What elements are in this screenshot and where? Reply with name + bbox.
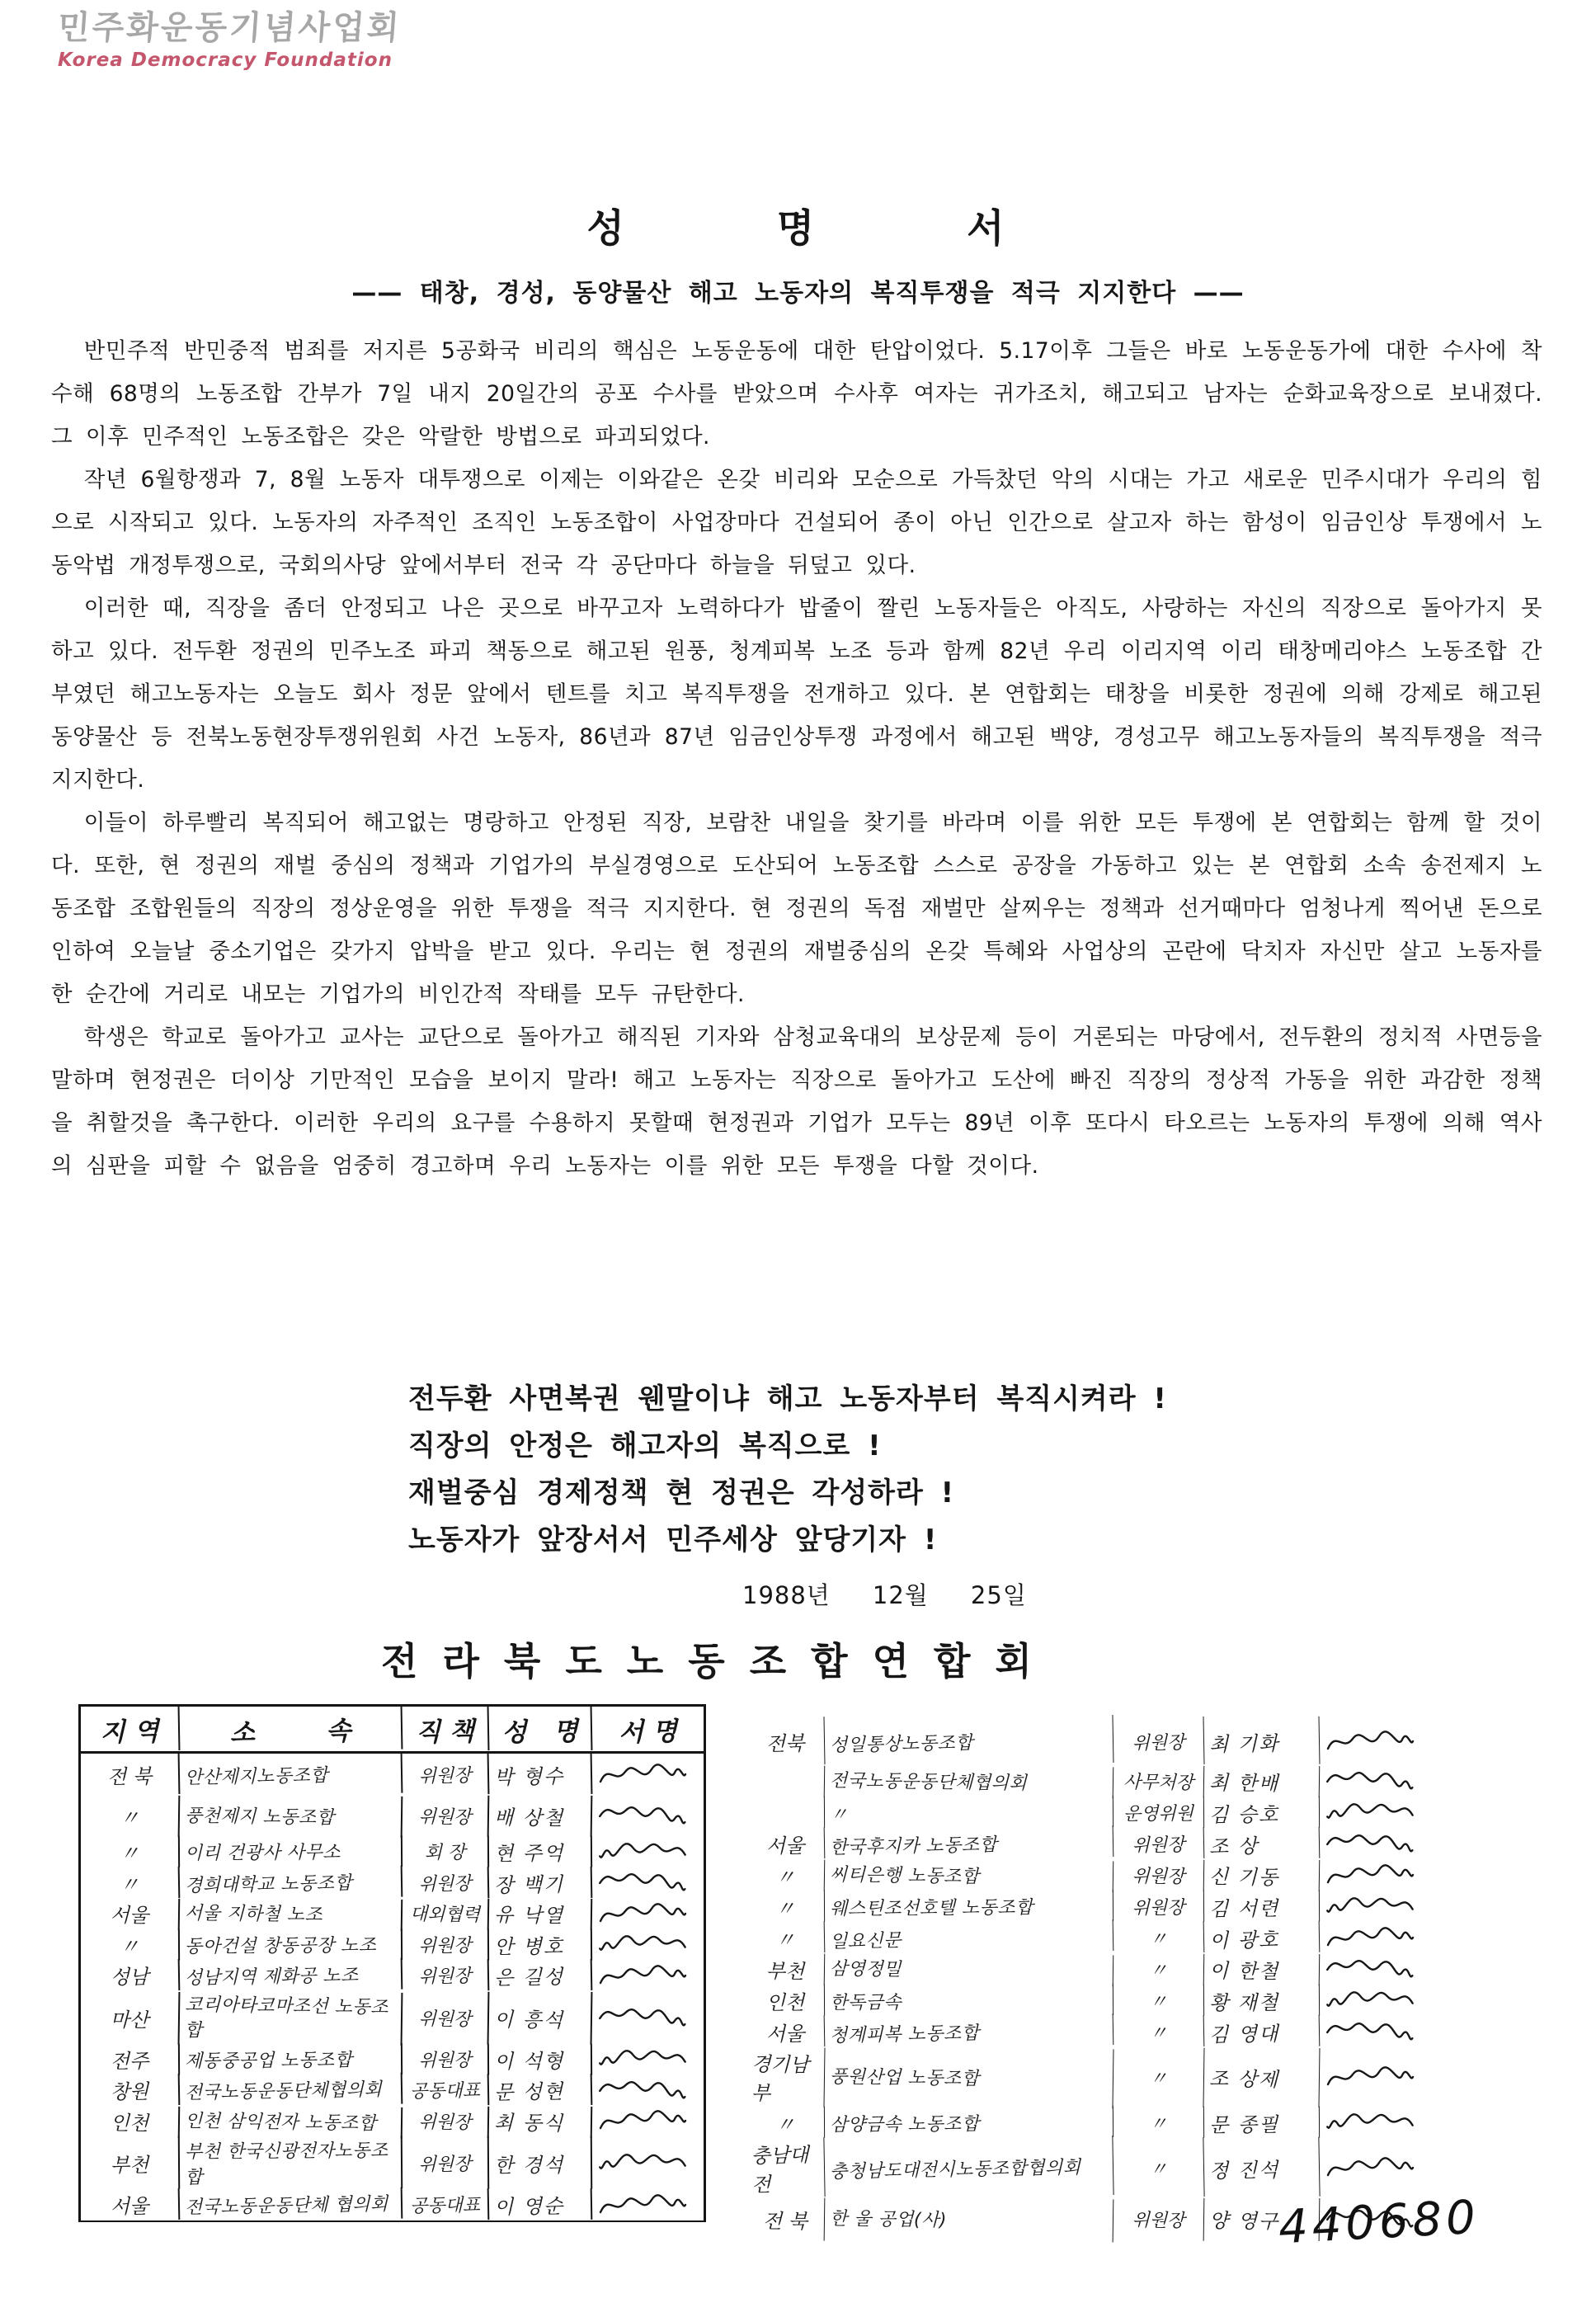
signature-rows-left xyxy=(81,1754,704,2220)
signature-table-row xyxy=(81,2106,704,2137)
region-cell: 부천 xyxy=(81,2136,180,2190)
region-cell: 〃 xyxy=(746,2107,825,2139)
position-cell: 〃 xyxy=(1113,2107,1204,2139)
name-cell: 문 성현 xyxy=(489,2074,593,2107)
archive-number: 440680 xyxy=(1277,2190,1481,2255)
region-cell: 성남 xyxy=(81,1959,181,1992)
signature-scribble-icon xyxy=(1325,2065,1415,2089)
signature-cell xyxy=(1320,2047,1452,2107)
organization-cell: 성일통상노동조합 xyxy=(825,1715,1114,1768)
signature-scribble-icon xyxy=(596,1867,689,1899)
name-cell: 장 백기 xyxy=(489,1866,593,1899)
name-cell: 최 한배 xyxy=(1204,1764,1321,1797)
region-cell: 전 북 xyxy=(81,1753,181,1796)
name-cell: 정 진석 xyxy=(1203,2137,1320,2198)
signature-scribble-icon xyxy=(596,1929,690,1961)
slogan-list xyxy=(408,1376,1167,1564)
organization-cell: 코리아타코마조선 노동조합 xyxy=(180,1990,403,2046)
organization-cell: 전국노동운동단체협의회 xyxy=(825,1764,1113,1799)
position-cell: 위원장 xyxy=(1113,1827,1205,1860)
organization-cell: 이리 건광사 사무소 xyxy=(180,1835,403,1867)
signature-cell xyxy=(592,1960,704,1991)
signature-table-row xyxy=(81,1836,704,1867)
signature-table-row xyxy=(81,1867,704,1899)
position-cell: 위원장 xyxy=(1113,1891,1204,1923)
organization-cell: 서울 지하철 노조 xyxy=(180,1896,403,1930)
signature-table-row xyxy=(81,1960,704,1991)
document-date: 1988년 12월 25일 xyxy=(742,1581,1027,1609)
name-cell: 김 서련 xyxy=(1204,1891,1320,1923)
name-cell: 김 영대 xyxy=(1204,2015,1321,2048)
organization-cell: 웨스틴조선호텔 노동조합 xyxy=(825,1890,1113,1923)
region-cell: 〃 xyxy=(746,1858,826,1891)
name-cell: 양 영구 xyxy=(1204,2197,1321,2241)
position-cell: 위원장 xyxy=(403,1959,490,1991)
organization-cell: 한독금속 xyxy=(825,1984,1113,2017)
name-cell: 은 길성 xyxy=(489,1959,593,1992)
signature-rows-right xyxy=(746,1717,1452,2240)
slogan-line: 직장의 안정은 해고자의 복직으로 ! xyxy=(408,1429,882,1462)
signature-cell xyxy=(1320,1859,1452,1891)
position-cell: 〃 xyxy=(1113,2137,1204,2198)
signature-cell xyxy=(592,2074,704,2106)
name-cell: 조 상제 xyxy=(1204,2046,1321,2107)
slogan-line: 전두환 사면복권 웬말이냐 해고 노동자부터 복직시켜라 ! xyxy=(408,1382,1167,1415)
position-cell: 위원장 xyxy=(403,1867,490,1899)
paragraph: 작년 6월항쟁과 7, 8월 노동자 대투쟁으로 이제는 이와같은 온갖 비리와 모순으로 가득찼던 악의 시대는 가고 새로운 민주시대가 우리의 힘으로 시작되고 있다. 노동자의 자주적인 조직인 노동조합이 사업장마다 건설되어 종이 아닌 인간으로 살고자 하는 함성이 임금인상 투쟁에서 노동악법 개정투쟁으로, 국회의사당 앞에서부터 전국 각 공단마다 하늘을 뒤덮고 있다. xyxy=(51,467,1542,578)
signature-cell xyxy=(592,1929,704,1961)
issuing-organization: 전 라 북 도 노 동 조 합 연 합 회 xyxy=(381,1639,1038,1684)
header-affiliation: 소 속 xyxy=(180,1705,403,1754)
position-cell: 〃 xyxy=(1113,2046,1205,2107)
signature-table-row xyxy=(746,1985,1452,2016)
signature-cell xyxy=(1320,1985,1452,2016)
signature-table-row xyxy=(746,1859,1452,1891)
name-cell: 이 영순 xyxy=(489,2188,593,2221)
document-subtitle: —— 태창, 경성, 동양물산 해고 노동자의 복직투쟁을 적극 지지한다 —— xyxy=(351,279,1245,308)
position-cell: 〃 xyxy=(1113,2015,1205,2048)
region-cell: 부천 xyxy=(746,1952,826,1985)
signature-cell xyxy=(592,2106,704,2137)
signature-scribble-icon xyxy=(597,2108,688,2133)
signature-table-row xyxy=(746,1717,1452,1765)
signature-scribble-icon xyxy=(597,1963,688,1988)
signature-cell xyxy=(1320,1953,1452,1985)
position-cell: 〃 xyxy=(1113,1952,1205,1985)
organization-cell: 풍원산업 노동조합 xyxy=(825,2046,1114,2109)
slogan-line: 재벌중심 경제정책 현 정권은 각성하라 ! xyxy=(408,1476,955,1509)
signature-cell xyxy=(1320,1797,1452,1828)
position-cell: 〃 xyxy=(1113,1921,1205,1954)
region-cell: 〃 xyxy=(81,1836,180,1867)
organization-cell: 인천 삼익전자 노동조합 xyxy=(180,2104,403,2138)
signature-scribble-icon xyxy=(1324,1797,1417,1828)
signature-cell xyxy=(1320,1922,1452,1953)
organization-cell: 삼양금속 노동조합 xyxy=(825,2106,1113,2139)
name-cell: 이 흥석 xyxy=(489,1990,593,2045)
signature-scribble-icon xyxy=(596,1998,689,2037)
organization-cell: 경희대학교 노동조합 xyxy=(180,1865,403,1900)
position-cell: 사무처장 xyxy=(1113,1764,1205,1797)
archive-logo xyxy=(58,10,401,71)
signature-table-row xyxy=(81,1929,704,1961)
region-cell: 전주 xyxy=(81,2043,180,2074)
signature-table-row xyxy=(81,1991,704,2044)
region-cell: 〃 xyxy=(746,1921,826,1954)
signature-scribble-icon xyxy=(596,2145,690,2179)
statement-body xyxy=(51,330,1542,1188)
signature-scribble-icon xyxy=(1325,1925,1415,1950)
region-cell: 서울 xyxy=(81,1897,181,1929)
signature-scribble-icon xyxy=(596,1797,689,1835)
slogan-line: 노동자가 앞장서서 민주세상 앞당기자 ! xyxy=(408,1523,938,1556)
position-cell: 위원장 xyxy=(403,1794,490,1836)
signature-cell xyxy=(592,1898,704,1929)
position-cell: 위원장 xyxy=(1113,1858,1205,1891)
document-title: 성 명 서 xyxy=(586,206,1010,252)
paragraph: 이들이 하루빨리 복직되어 해고없는 명랑하고 안정된 직장, 보람찬 내일을 찾기를 바라며 이를 위한 모든 투쟁에 본 연합회는 함께 할 것이다. 또한, 현 정권의 재벌 중심의 정책과 기업가의 부실경영으로 도산되어 노동조합 스스로 공장을 가동하고 있는 본 연합회 소속 송전제지 노동조합 조합원들의 직장의 정상운영을 위한 투쟁을 적극 지지한다. 현 정권의 독점 재벌만 살찌우는 정책과 선거때마다 엄청나게 찍어낸 돈으로 인하여 오늘날 중소기업은 갖가지 압박을 받고 있다. 우리는 현 정권의 재벌중심의 온갖 특혜와 사업상의 곤란에 닥치자 자신만 살고 노동자를 한 순간에 거리로 내모는 기업가의 비인간적 작태를 모두 규탄한다. xyxy=(51,810,1542,1007)
name-cell: 문 종필 xyxy=(1204,2107,1320,2139)
signature-table-row xyxy=(81,2044,704,2075)
signature-table-row xyxy=(746,2107,1452,2138)
name-cell: 유 낙열 xyxy=(489,1897,593,1929)
signature-table-row xyxy=(746,1891,1452,1922)
signature-cell xyxy=(592,1795,704,1836)
organization-cell: 충청남도대전시노동조합협의회 xyxy=(824,2136,1113,2200)
name-cell: 박 형수 xyxy=(489,1753,593,1796)
header-signature: 서 명 xyxy=(618,1716,678,1748)
signature-cell xyxy=(1320,2138,1452,2197)
organization-cell: 한 울 공업(사) xyxy=(825,2196,1114,2243)
organization-cell: 풍천제지 노동조합 xyxy=(180,1793,403,1838)
signature-table-row xyxy=(81,1754,704,1795)
region-cell: 전 북 xyxy=(746,2197,826,2240)
region-cell: 인천 xyxy=(81,2105,181,2137)
organization-cell: 씨티은행 노동조합 xyxy=(825,1858,1113,1893)
signature-cell xyxy=(1320,1891,1452,1922)
signature-scribble-icon xyxy=(1324,1985,1417,2016)
name-cell: 현 주억 xyxy=(489,1836,592,1867)
signature-scribble-icon xyxy=(1325,1863,1415,1887)
name-cell: 황 재철 xyxy=(1204,1985,1320,2017)
position-cell: 위원장 xyxy=(403,1928,489,1960)
paragraph: 학생은 학교로 돌아가고 교사는 교단으로 돌아가고 해직된 기자와 삼청교육대의 보상문제 등이 거론되는 마당에서, 전두환의 정치적 사면등을 말하며 현정권은 더이상 기만적인 모습을 보이지 말라! 해고 노동자는 직장으로 돌아가고 도산에 빠진 직장의 정상적 가동을 위한 과감한 정책을 취할것을 촉구한다. 이러한 우리의 요구를 수용하지 못할때 현정권과 기업가 모두는 89년 이후 또다시 타오르는 노동자의 투쟁에 의해 역사의 심판을 피할 수 없음을 엄중히 경고하며 우리 노동자는 이를 위한 모든 투쟁을 다할 것이다. xyxy=(51,1024,1542,1179)
name-cell: 조 상 xyxy=(1204,1827,1321,1860)
organization-cell: 한국후지카 노동조합 xyxy=(825,1825,1114,1862)
region-cell: 〃 xyxy=(81,1794,181,1837)
signature-scribble-icon xyxy=(1325,2155,1415,2180)
signature-scribble-icon xyxy=(597,1901,688,1926)
signature-table-row xyxy=(746,2138,1452,2197)
position-cell: 회 장 xyxy=(403,1836,489,1867)
position-cell: 위원장 xyxy=(403,2136,489,2190)
name-cell: 최 기화 xyxy=(1204,1717,1321,1766)
signature-scribble-icon xyxy=(1323,1828,1416,1859)
signature-table-row xyxy=(81,2074,704,2106)
signature-table-row xyxy=(81,2189,704,2220)
name-cell: 배 상철 xyxy=(489,1794,593,1837)
signature-scribble-icon xyxy=(1323,1953,1416,1985)
position-cell: 위원장 xyxy=(1113,1717,1205,1766)
signature-table-row xyxy=(746,1765,1452,1797)
organization-cell: 전국노동운동단체협의회 xyxy=(180,2073,403,2107)
signature-table-left xyxy=(78,1704,706,2222)
signature-table-row xyxy=(746,2047,1452,2107)
region-cell: 경기남부 xyxy=(746,2046,826,2107)
signature-cell xyxy=(592,1867,704,1899)
region-cell xyxy=(746,1764,826,1797)
signature-scribble-icon xyxy=(1324,2107,1417,2138)
organization-cell: 안산제지노동조합 xyxy=(180,1752,403,1797)
organization-cell: 〃 xyxy=(825,1796,1113,1829)
signature-cell xyxy=(592,2189,704,2220)
position-cell: 위원장 xyxy=(403,2043,489,2074)
header-name: 성 명 xyxy=(489,1706,593,1752)
signature-cell xyxy=(1320,2107,1452,2138)
position-cell: 〃 xyxy=(1113,1985,1204,2017)
organization-cell: 청계피복 노동조합 xyxy=(825,2013,1114,2050)
header-region: 지 역 xyxy=(81,1706,181,1752)
signature-scribble-icon xyxy=(1325,1729,1415,1754)
organization-cell: 동아건설 창동공장 노조 xyxy=(180,1928,403,1961)
position-cell: 공동대표 xyxy=(403,2074,490,2106)
signature-table-row xyxy=(746,1828,1452,1859)
position-cell: 위원장 xyxy=(403,2105,490,2137)
signature-cell xyxy=(1320,1717,1452,1765)
signature-table-row xyxy=(81,1795,704,1836)
paragraph: 이러한 때, 직장을 좀더 안정되고 나은 곳으로 바꾸고자 노력하다가 밥줄이 짤린 노동자들은 아직도, 사랑하는 자신의 직장으로 돌아가지 못하고 있다. 전두환 정권의 민주노조 파괴 책동으로 해고된 원풍, 청계피복 노조 등과 함께 82년 우리 이리지역 이리 태창메리야스 노동조합 간부였던 해고노동자는 오늘도 회사 정문 앞에서 텐트를 치고 복직투쟁을 전개하고 있다. 본 연합회는 태창을 비롯한 정권에 의해 강제로 해고된 동양물산 등 전북노동현장투쟁위원회 사건 노동자, 86년과 87년 임금인상투쟁 과정에서 해고된 백양, 경성고무 해고노동자들의 복직투쟁을 적극 지지한다. xyxy=(51,596,1542,793)
signature-scribble-icon xyxy=(596,2044,690,2075)
signature-table-header xyxy=(81,1707,704,1754)
name-cell: 안 병호 xyxy=(489,1928,592,1960)
position-cell: 공동대표 xyxy=(403,2188,490,2220)
signature-cell xyxy=(592,1991,704,2044)
name-cell: 김 승호 xyxy=(1204,1797,1320,1829)
organization-cell: 전국노동운동단체 협의회 xyxy=(180,2187,403,2222)
signature-table-row xyxy=(81,1898,704,1929)
organization-cell: 성남지역 제화공 노조 xyxy=(180,1958,403,1993)
region-cell: 마산 xyxy=(81,1990,181,2045)
region-cell: 인천 xyxy=(746,1985,825,2017)
header-position: 직 책 xyxy=(403,1706,490,1752)
archive-logo-korean: 민주화운동기념사업회 xyxy=(56,9,403,47)
name-cell: 신 기동 xyxy=(1204,1858,1321,1891)
paragraph: 반민주적 반민중적 범죄를 저지른 5공화국 비리의 핵심은 노동운동에 대한 탄압이었다. 5.17이후 그들은 바로 노동운동가에 대한 수사에 착수해 68명의 노동조합 간부가 7일 내지 20일간의 공포 수사를 받았으며 수사후 여자는 귀가조치, 해고되고 남자는 순화교육장으로 보내졌다. 그 이후 민주적인 노동조합은 갖은 악랄한 방법으로 파괴되었다. xyxy=(51,338,1542,450)
position-cell: 위원장 xyxy=(403,1753,490,1796)
organization-cell: 삼영정밀 xyxy=(825,1952,1113,1987)
name-cell: 이 석형 xyxy=(489,2043,592,2074)
signature-scribble-icon xyxy=(1324,1891,1417,1922)
region-cell: 전북 xyxy=(746,1717,826,1766)
position-cell: 위원장 xyxy=(403,1990,490,2044)
region-cell: 〃 xyxy=(746,1891,825,1923)
region-cell xyxy=(746,1797,825,1829)
signature-table-row xyxy=(746,1797,1452,1828)
position-cell: 운영위원 xyxy=(1113,1797,1204,1829)
signature-cell xyxy=(592,2136,704,2189)
signature-table-row xyxy=(746,1953,1452,1985)
signature-cell xyxy=(1320,1828,1452,1859)
position-cell: 대외협력 xyxy=(403,1897,490,1929)
name-cell: 최 동식 xyxy=(489,2105,593,2137)
signature-scribble-icon xyxy=(596,1836,690,1867)
signature-table-row xyxy=(81,2136,704,2189)
signature-cell xyxy=(592,1754,704,1795)
region-cell: 창원 xyxy=(81,2074,181,2107)
signature-cell xyxy=(1320,2016,1452,2047)
signature-table-row xyxy=(746,1922,1452,1953)
region-cell: 서울 xyxy=(81,2188,181,2221)
signature-scribble-icon xyxy=(1323,2016,1416,2047)
region-cell: 〃 xyxy=(81,1866,181,1899)
position-cell: 위원장 xyxy=(1113,2197,1205,2241)
signature-scribble-icon xyxy=(1323,1765,1416,1797)
signature-table-row xyxy=(746,2016,1452,2047)
signature-scribble-icon xyxy=(597,1762,688,1787)
signature-cell xyxy=(1320,1765,1452,1797)
region-cell: 〃 xyxy=(81,1928,180,1960)
signature-scribble-icon xyxy=(596,2074,689,2106)
region-cell: 충남대전 xyxy=(746,2137,825,2198)
signature-cell xyxy=(592,2044,704,2075)
signature-table-right xyxy=(746,1717,1452,2240)
signature-cell xyxy=(592,1836,704,1867)
name-cell: 한 경석 xyxy=(489,2136,592,2190)
organization-cell: 부천 한국신광전자노동조합 xyxy=(180,2136,403,2190)
signature-scribble-icon xyxy=(597,2192,688,2217)
organization-cell: 일요신문 xyxy=(825,1919,1114,1956)
archive-logo-english: Korea Democracy Foundation xyxy=(58,49,393,71)
organization-cell: 제동중공업 노동조합 xyxy=(180,2043,403,2075)
region-cell: 서울 xyxy=(746,1827,826,1860)
name-cell: 이 한철 xyxy=(1204,1952,1321,1985)
name-cell: 이 광호 xyxy=(1204,1921,1321,1954)
region-cell: 서울 xyxy=(746,2015,826,2048)
